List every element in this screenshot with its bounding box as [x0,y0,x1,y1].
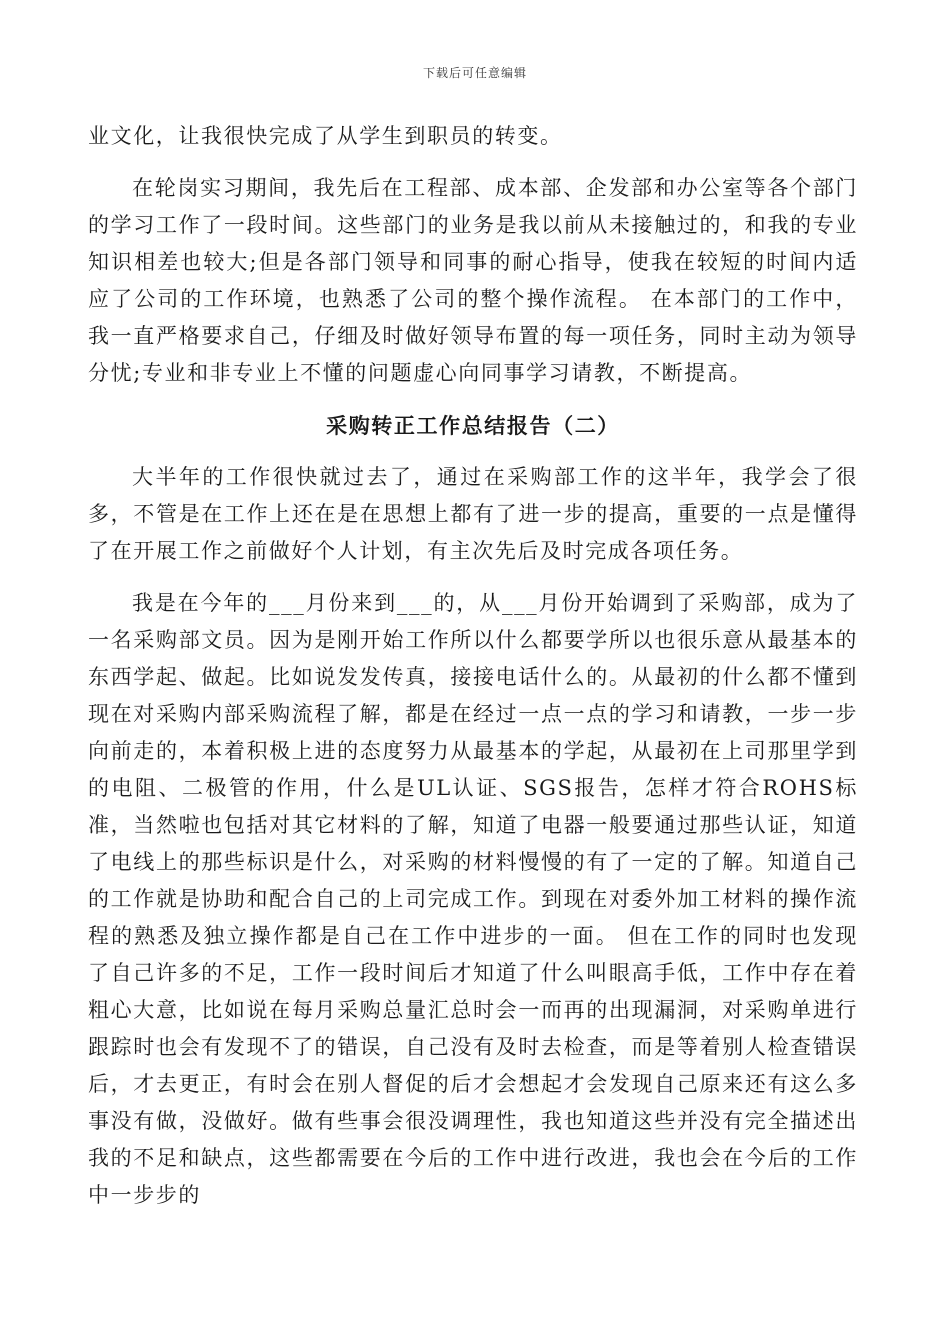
paragraph-half-year-summary: 大半年的工作很快就过去了，通过在采购部工作的这半年，我学会了很多，不管是在工作上还在是在思想上都有了进一步的提高，重要的一点是懂得了在开展工作之前做好个人计划，有主次先后及时完成各项任务。 [88,465,858,563]
paragraph-continuation: 业文化，让我很快完成了从学生到职员的转变。 [88,124,563,148]
document-body [88,118,858,1229]
paragraph-rotation-internship: 在轮岗实习期间，我先后在工程部、成本部、企发部和办公室等各个部门的学习工作了一段时间。这些部门的业务是我以前从未接触过的，和我的专业知识相差也较大;但是各部门领导和同事的耐心指导，使我在较短的时间内适应了公司的工作环境，也熟悉了公司的整个操作流程。 在本部门的工作中，我一直严格要求自己，仔细及时做好领导布置的每一项任务，同时主动为领导分忧;专业和非专业上不懂的问题虚心向同事学习请教，不断提高。 [88,176,858,385]
page-header-note: 下载后可任意编辑 [422,66,527,80]
paragraph-work-details: 我是在今年的___月份来到___的，从___月份开始调到了采购部，成为了一名采购部文员。因为是刚开始工作所以什么都要学所以也很乐意从最基本的东西学起、做起。比如说发发传真，接接电话什么的。从最初的什么都不懂到现在对采购内部采购流程了解，都是在经过一点一点的学习和请教，一步一步向前走的，本着积极上进的态度努力从最基本的学起，从最初在上司那里学到的电阻、二极管的作用，什么是UL认证、SGS报告，怎样才符合ROHS标准，当然啦也包括对其它材料的了解，知道了电器一般要通过那些认证，知道了电线上的那些标识是什么，对采购的材料慢慢的有了一定的了解。知道自己的工作就是协助和配合自己的上司完成工作。到现在对委外加工材料的操作流程的熟悉及独立操作都是自己在工作中进步的一面。 但在工作的同时也发现了自己许多的不足，工作一段时间后才知道了什么叫眼高手低，工作中存在着粗心大意，比如说在每月采购总量汇总时会一而再的出现漏洞，对采购单进行跟踪时也会有发现不了的错误，自己没有及时去检查，而是等着别人检查错误后，才去更正，有时会在别人督促的后才会想起才会发现自己原来还有这么多事没有做，没做好。做有些事会很没调理性，我也知道这些并没有完全描述出我的不足和缺点，这些都需要在今后的工作中进行改进，我也会在今后的工作中一步步的 [88,591,858,1207]
section-title: 采购转正工作总结报告（二） [326,413,620,438]
